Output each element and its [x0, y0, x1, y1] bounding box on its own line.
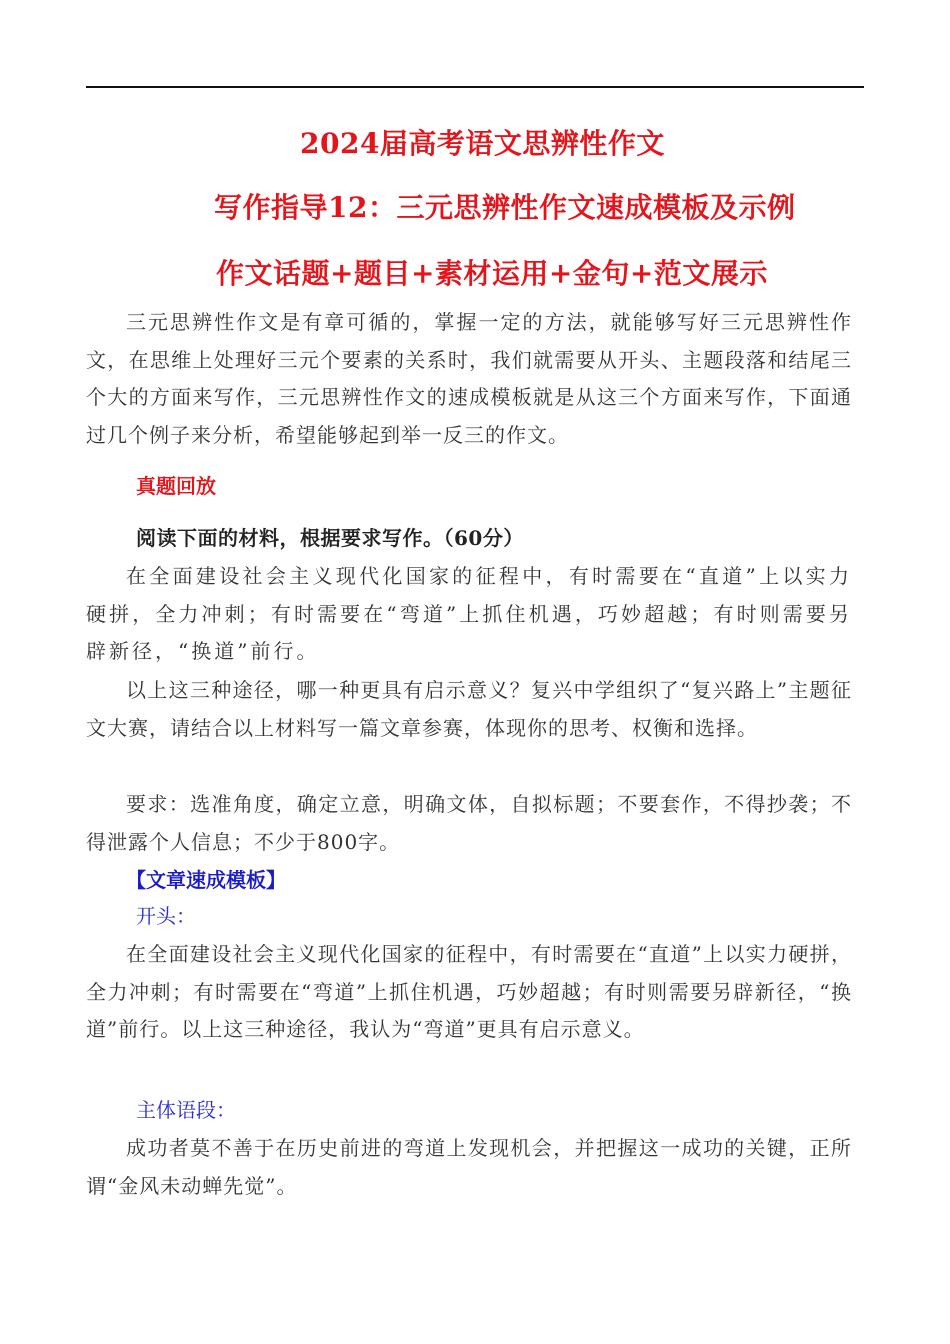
section-heading-template: 【文章速成模板】 [126, 868, 286, 892]
opening-label: 开头： [136, 904, 196, 928]
document-title-guide: 写作指导12：三元思辨性作文速成模板及示例 [214, 191, 796, 224]
document-title-main: 2024届高考语文思辨性作文 [300, 127, 665, 160]
header-rule [86, 86, 864, 88]
section-heading-real-exam: 真题回放 [136, 474, 216, 498]
intro-paragraph: 三元思辨性作文是有章可循的，掌握一定的方法，就能够写好三元思辨性作文，在思维上处理好三元个要素的关系时，我们就需要从开头、主题段落和结尾三个大的方面来写作，三元思辨性作文的速成模板就是从这三个方面来写作，下面通过几个例子来分析，希望能够起到举一反三的作文。 [86, 310, 852, 447]
exam-material-paragraph: 在全面建设社会主义现代化国家的征程中，有时需要在“直道”上以实力硬拼，全力冲刺；有时需要在“弯道”上抓住机遇，巧妙超越；有时则需要另辟新径，“换道”前行。 [86, 564, 852, 663]
exam-requirements-paragraph: 要求：选准角度，确定立意，明确文体，自拟标题；不要套作，不得抄袭；不得泄露个人信息；不少于800字。 [86, 792, 852, 854]
document-title-subtitle: 作文话题+题目+素材运用+金句+范文展示 [216, 257, 768, 290]
exam-question-paragraph: 以上这三种途径，哪一种更具有启示意义？复兴中学组织了“复兴路上”主题征文大赛，请结合以上材料写一篇文章参赛，体现你的思考、权衡和选择。 [86, 678, 852, 740]
body-paragraph: 成功者莫不善于在历史前进的弯道上发现机会，并把握这一成功的关键，正所谓“金风未动蝉先觉”。 [86, 1136, 852, 1198]
exam-prompt: 阅读下面的材料，根据要求写作。（60分） [136, 526, 524, 550]
body-label: 主体语段： [136, 1098, 236, 1122]
opening-paragraph: 在全面建设社会主义现代化国家的征程中，有时需要在“直道”上以实力硬拼，全力冲刺；有时需要在“弯道”上抓住机遇，巧妙超越；有时则需要另辟新径，“换道”前行。以上这三种途径，我认为“弯道”更具有启示意义。 [86, 942, 852, 1041]
